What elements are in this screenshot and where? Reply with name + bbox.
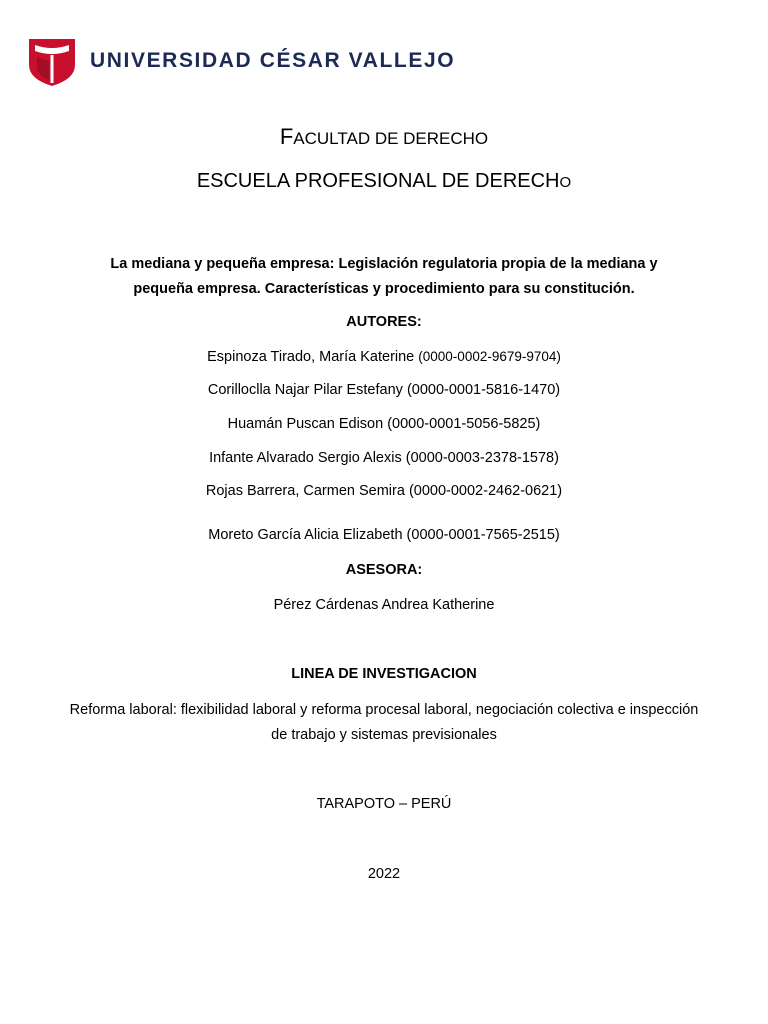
university-logo-icon (27, 37, 77, 87)
author-item (0, 450, 768, 466)
school-title (0, 170, 768, 193)
advisor-name: Pérez Cárdenas Andrea Katherine (273, 597, 495, 613)
shield-icon (27, 37, 77, 87)
author-item (0, 483, 768, 499)
author-item (0, 349, 768, 365)
faculty-rest: ACULTAD DE DERECHO (293, 129, 489, 148)
author-name: Espinoza Tirado, María Katerine (207, 349, 415, 365)
school-last-letter: O (559, 174, 572, 191)
author-item (0, 416, 768, 432)
author-orcid: (0000-0002-2462-0621) (408, 483, 563, 499)
research-line-text: Reforma laboral: flexibilidad laboral y reforma procesal laboral, negociación colectiva e inspección de trabajo y sistemas previsionales (69, 702, 699, 743)
research-line-heading: LINEA DE INVESTIGACION (291, 666, 477, 682)
school-main: ESCUELA PROFESIONAL DE DERECH (196, 170, 560, 192)
author-name: Huamán Puscan Edison (227, 416, 384, 432)
thesis-title: La mediana y pequeña empresa: Legislación regulatoria propia de la mediana y pequeña empresa. Características y procedimiento para su constitución. (110, 256, 658, 297)
year: 2022 (367, 866, 401, 882)
author-orcid: (0000-0002-9679-9704) (418, 349, 561, 364)
author-name: Corilloclla Najar Pilar Estefany (207, 382, 403, 398)
author-name: Infante Alvarado Sergio Alexis (209, 450, 402, 466)
location: TARAPOTO – PERÚ (316, 796, 452, 812)
advisor-heading: ASESORA: (345, 562, 423, 578)
authors-heading: AUTORES: (346, 314, 422, 330)
university-name: UNIVERSIDAD CÉSAR VALLEJO (90, 49, 456, 72)
author-item (0, 527, 768, 543)
author-name: Moreto García Alicia Elizabeth (208, 527, 403, 543)
author-orcid: (0000-0001-5816-1470) (406, 382, 561, 398)
faculty-first-letter: F (279, 124, 294, 149)
author-orcid: (0000-0001-5056-5825) (387, 416, 541, 432)
faculty-title (0, 124, 768, 150)
author-item (0, 382, 768, 398)
author-name: Rojas Barrera, Carmen Semira (205, 483, 405, 499)
author-orcid: (0000-0003-2378-1578) (405, 450, 559, 466)
author-orcid: (0000-0001-7565-2515) (406, 527, 560, 543)
